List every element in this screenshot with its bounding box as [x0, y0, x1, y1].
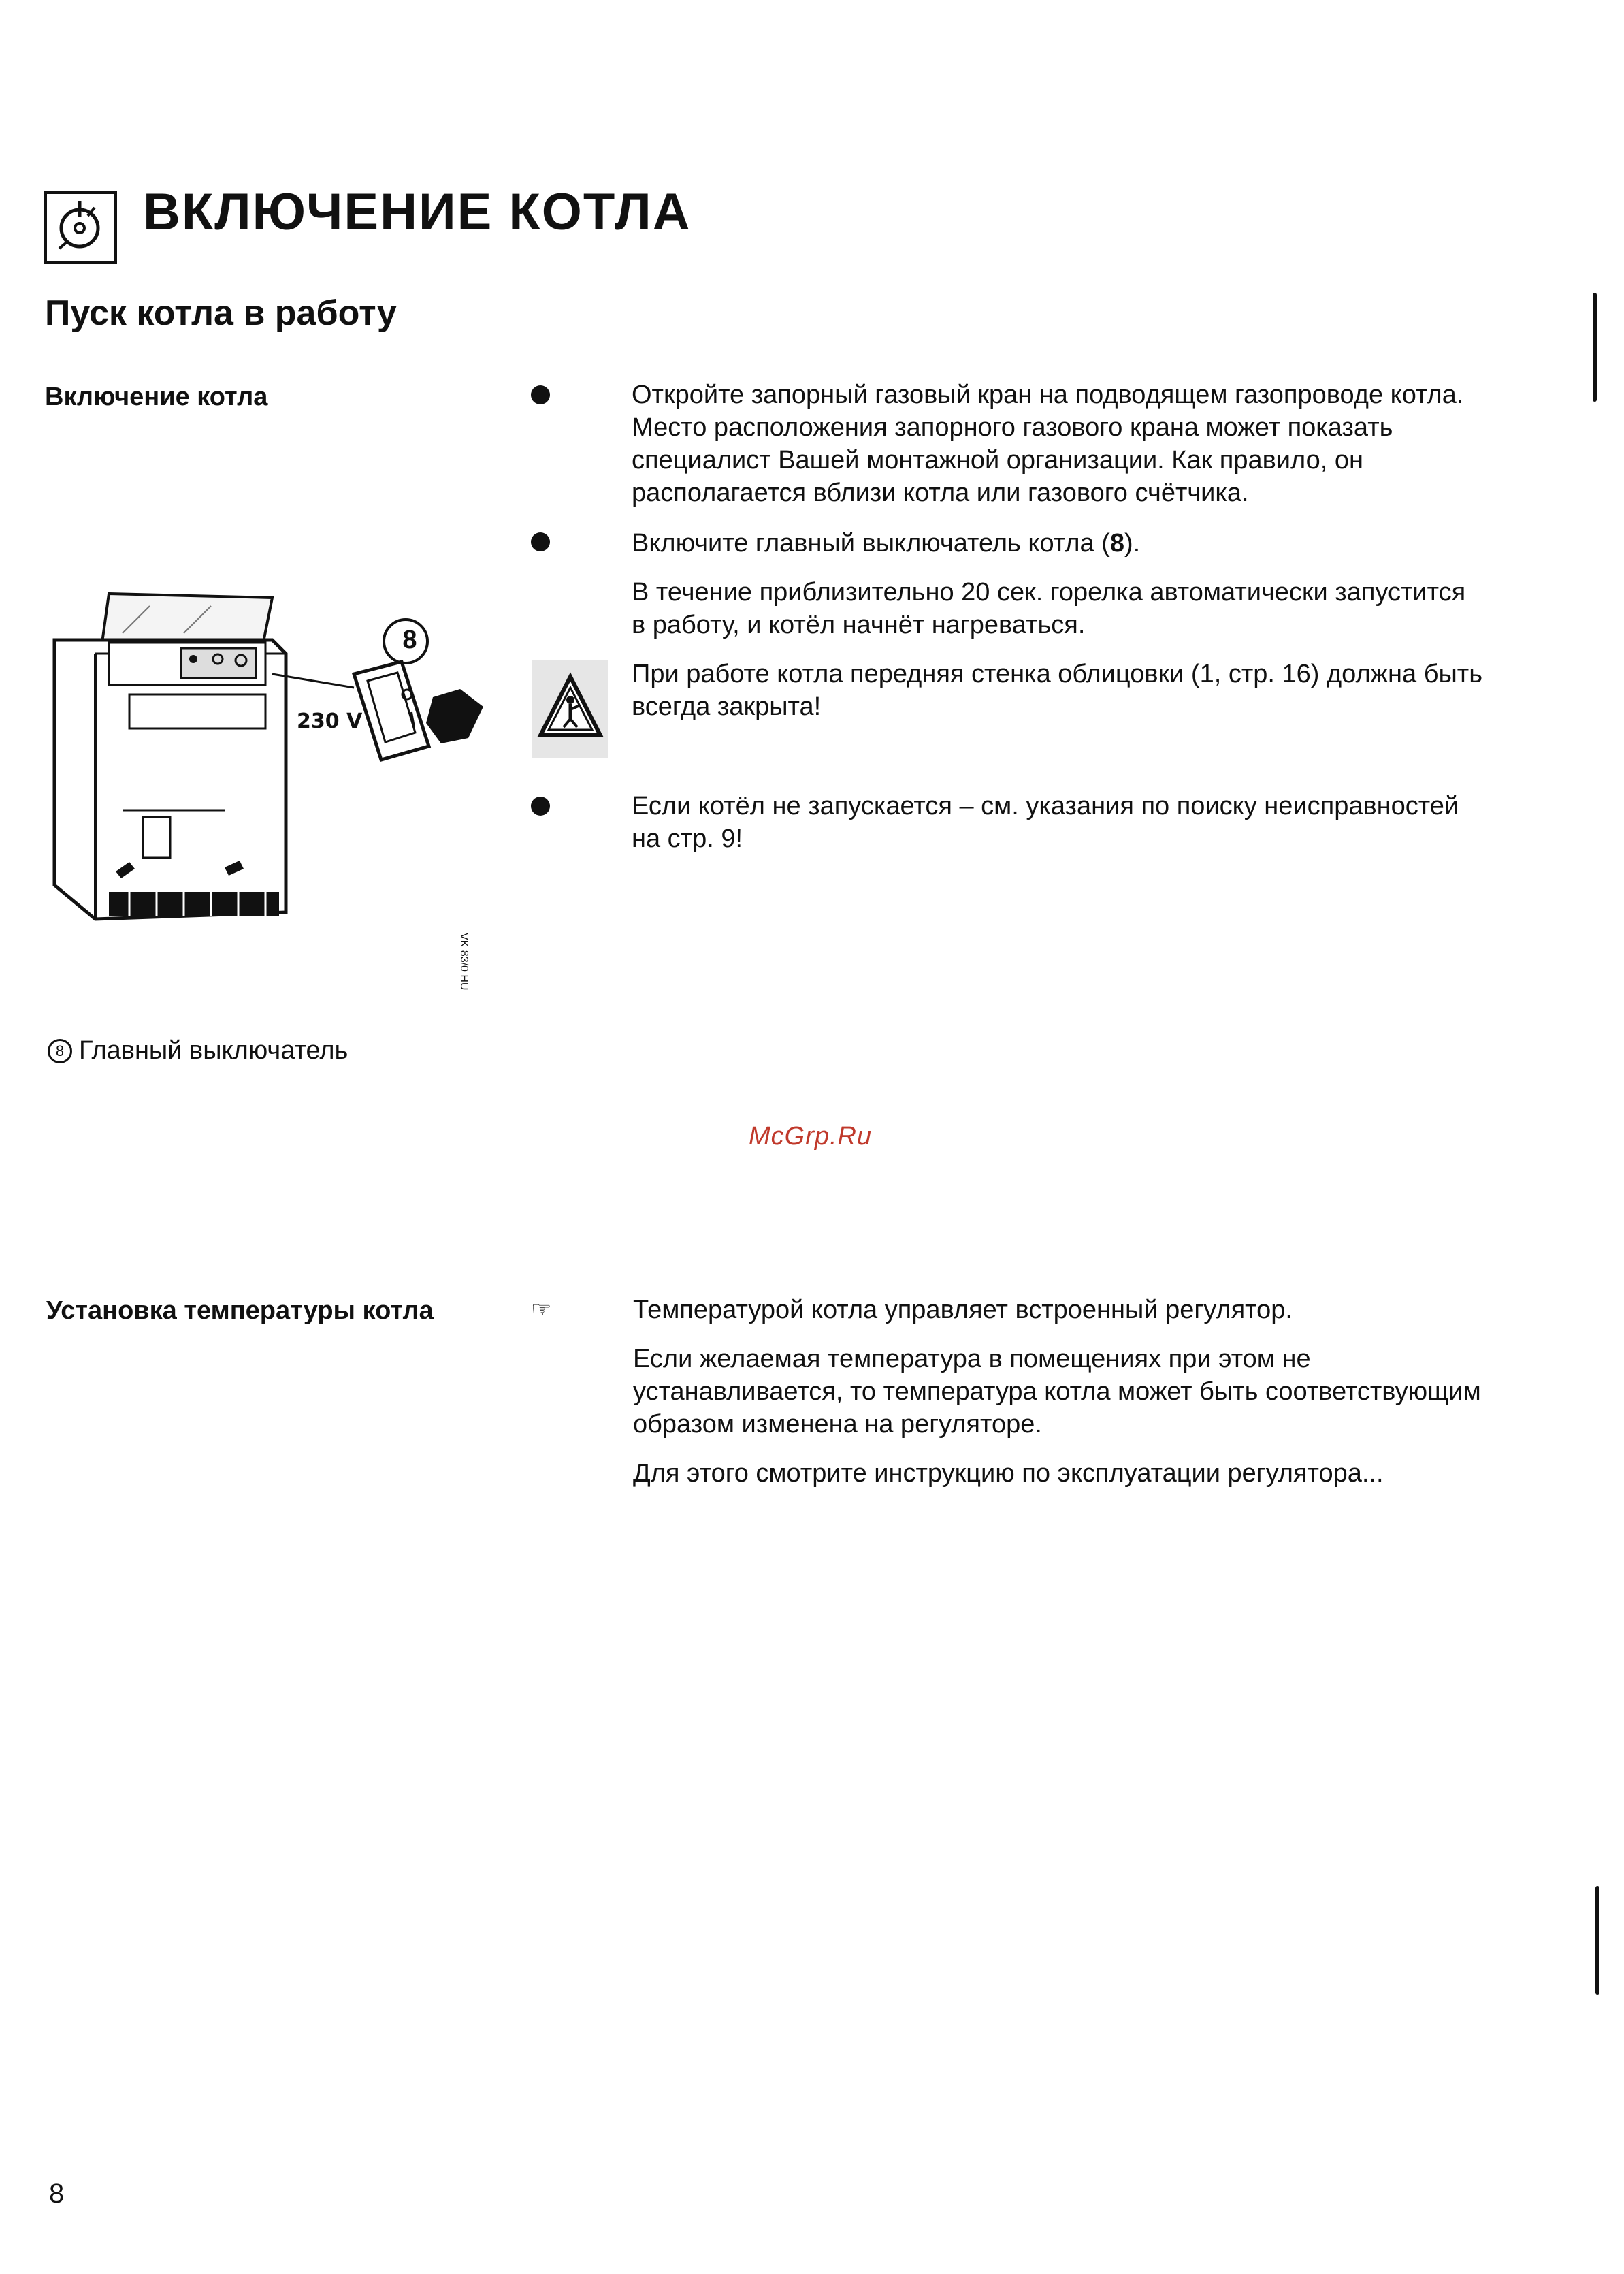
figure-caption [48, 1036, 348, 1066]
temperature-line1: Температурой котла управляет встроенный регулятор. [633, 1296, 1293, 1324]
step2-text [632, 527, 1482, 560]
temperature-line2: Если желаемая температура в помещениях при этом не устанавливается, то температура котла может быть соответствующим образом изменена на регуляторе. [633, 1345, 1481, 1439]
page-title: ВКЛЮЧЕНИЕ КОТЛА [143, 183, 692, 241]
step2-switch-number: 8 [1109, 529, 1124, 558]
pointing-hand-icon: ☞ [531, 1297, 552, 1323]
scan-mark-top [1593, 293, 1597, 402]
step2-suffix: ). [1124, 529, 1141, 558]
section-title: Пуск котла в работу [45, 293, 397, 333]
bullet-step1 [531, 385, 550, 404]
voltage-label: 230 V [297, 709, 363, 733]
temperature-label: Установка температуры котла [46, 1296, 434, 1325]
warning-icon [532, 660, 608, 758]
step3-text: Если котёл не запускается – см. указания по поиску неисправностей на стр. 9! [632, 792, 1459, 853]
caption-text: Главный выключатель [79, 1036, 348, 1065]
caption-number: 8 [48, 1039, 72, 1063]
page-number: 8 [49, 2179, 65, 2209]
callout-number: 8 [402, 626, 417, 654]
boiler-dial-icon [44, 191, 117, 264]
step2-note: В течение приблизительно 20 сек. горелка автоматически запустится в работу, и котёл начнёт нагреваться. [632, 578, 1466, 639]
watermark: McGrp.Ru [749, 1122, 873, 1151]
bullet-step3 [531, 797, 550, 816]
bullet-step2 [531, 532, 550, 551]
warning-text: При работе котла передняя стенка облицовки (1, стр. 16) должна быть всегда закрыта! [632, 660, 1482, 721]
startup-label: Включение котла [45, 383, 268, 411]
figure-code: VK 83/0 HU [458, 933, 470, 991]
step2-prefix: Включите главный выключатель котла ( [632, 529, 1110, 558]
step1-text: Откройте запорный газовый кран на подводящем газопроводе котла. Место расположения запорного газового крана может показать специалист Вашей монтажной организации. Как правило, он располагается вблизи котла или газового счётчика. [632, 381, 1464, 507]
temperature-line3: Для этого смотрите инструкцию по эксплуатации регулятора... [633, 1459, 1384, 1488]
scan-mark-bottom [1595, 1886, 1599, 1995]
